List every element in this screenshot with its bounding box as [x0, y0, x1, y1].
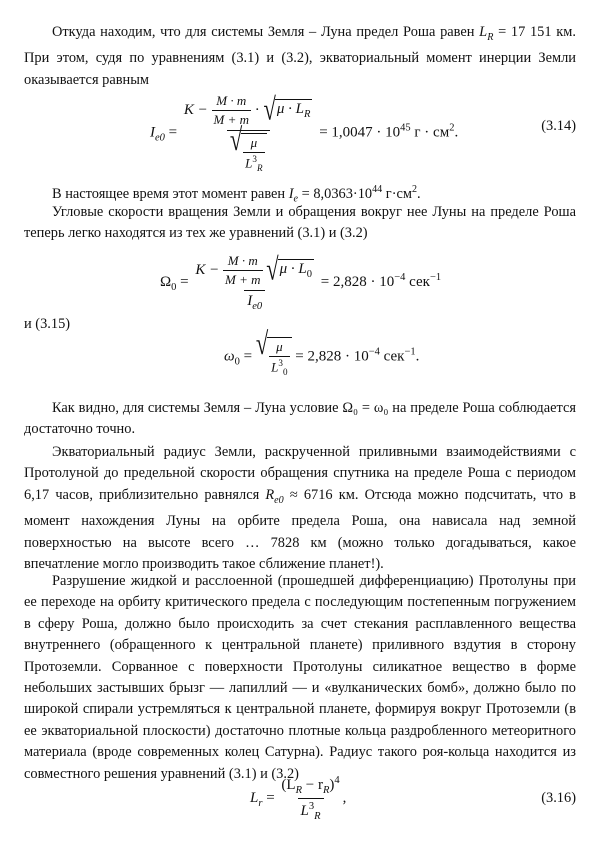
equation-3-16: $L_r$ = $\frac{(L_R - r_R)^4}{L^3_R}$ ,	[250, 775, 347, 822]
paragraph-6	[24, 442, 576, 575]
subscript: R	[295, 785, 302, 796]
subscript: 0	[234, 356, 240, 368]
fraction	[278, 775, 342, 822]
symbol: I	[150, 124, 155, 141]
term: M + m	[225, 272, 261, 287]
paragraph-1	[24, 22, 576, 91]
symbol-L: L	[479, 24, 488, 40]
punct: ,	[342, 789, 347, 806]
subscript: R	[256, 162, 263, 173]
term: M · m	[216, 93, 247, 108]
unit: г · см	[414, 124, 450, 141]
exponent: 2	[449, 122, 455, 134]
subscript: R	[487, 31, 494, 43]
subscript: e0	[274, 494, 284, 506]
text: В настоящее время этот момент равен	[52, 185, 286, 202]
term: μ	[276, 339, 283, 354]
text: Откуда находим, что для системы Земля – Луна предел Роша равен	[52, 24, 475, 40]
symbol: R	[265, 486, 275, 503]
term: μ	[250, 135, 258, 150]
term: L	[245, 155, 253, 171]
term: K −	[195, 261, 220, 278]
punct: .	[415, 348, 420, 365]
symbol: ω	[224, 348, 235, 365]
term: )	[329, 777, 335, 793]
exponent: 45	[400, 122, 411, 134]
symbol: Ω	[160, 273, 172, 290]
term: μ · L	[279, 261, 307, 278]
subscript: 0	[306, 269, 312, 281]
value: = 1,0047 · 10	[319, 124, 401, 141]
symbol: I	[288, 185, 294, 202]
text: ≈ 6716 км. Отсюда можно подсчитать, что в момент нахождения Луны на орбите предела Роша, она нависала над земной поверхностью на высоте всего … 7828 км (можно только догадываться, какое впечатление могло производить такое сближение планет!).	[24, 486, 576, 572]
exponent: 44	[372, 184, 383, 195]
term: I	[247, 293, 253, 309]
term: L	[271, 359, 279, 375]
equation-number-3-16: (3.16)	[541, 790, 576, 806]
term: μ · L	[276, 101, 305, 118]
superscript: 3	[278, 358, 283, 368]
subscript: r	[258, 797, 263, 809]
superscript: 3	[252, 154, 257, 164]
equation-omega-small: $\omega_0$ = √ $\frac{\mu}{L^3_0}$ = $2,828 \cdot 10^{-4}$ сек$^{-1}$.	[224, 326, 420, 377]
equation-3-14: $I_{e0}$ = K − $\frac{M \cdot m}{M + m}$ · √ $\mu \cdot L_R$ √ $\frac{\mu}{L^3_R}$ = $1,0047 \cdot 10^{45}$ $г \cdot см^2$.	[150, 91, 459, 173]
superscript: 3	[308, 801, 315, 812]
value: = 2,828 · 10	[320, 273, 395, 290]
paragraph-5: Как видно, для системы Земля – Луна условие Ω₀ = ω₀ на пределе Роша соблюдается достаточно точно.	[24, 400, 576, 438]
fraction: K − $\frac{M \cdot m}{M + m}$ √ $\mu \cdot L_0$ $I_{e0}$	[195, 251, 312, 312]
subscript: e0	[252, 301, 263, 312]
unit: сек	[409, 273, 430, 290]
subscript: 0	[171, 281, 177, 293]
value: = 8,0363·10	[301, 185, 373, 202]
fraction: K − $\frac{M \cdot m}{M + m}$ · √ $\mu \cdot L_R$ √ $\frac{\mu}{L^3_R}$	[183, 91, 311, 173]
term: − r	[305, 777, 323, 793]
term: (L	[281, 777, 296, 793]
paragraph-3: Угловые скорости вращения Земли и обращения вокруг нее Луны на пределе Роша теперь легко находятся из тех же уравнений (3.1) и (3.2)	[24, 204, 576, 242]
paragraph-4: и (3.15)	[24, 316, 71, 332]
paragraph-7: Разрушение жидкой и расслоенной (прошедшей дифференциацию) Протолуны при ее переходе на орбиту критического предела с последующим постепенным погружением в сферу Роша, должно было происходить за счет стекания расплавленного вещества внутреннего (обращенного к центральной планете) приливного вздутия в сторону Протоземли. Сорванное с поверхности Протолуны силикатное вещество в форме небольших застывших брызг — лапиллий — и «вулканических бомб», должно было по широкой спирали устремляться к центральной планете, формируя вокруг Протоземли (в ее экваториальной плоскости) достаточно плотные кольца раздробленного метеоритного материала (вроде современных колец Сатурна). Радиус такого роя-кольца находится из совместного решения уравнений (3.1) и (3.2)	[24, 573, 576, 782]
exponent: −1	[429, 271, 442, 283]
subscript: e	[293, 193, 299, 205]
value: = 2,828 · 10	[295, 348, 369, 365]
term: M + m	[213, 112, 250, 127]
equation-number-3-14: (3.14)	[541, 118, 576, 134]
exponent: −1	[404, 346, 416, 358]
exponent: −4	[394, 271, 406, 283]
text: = 17 151 км. При этом, судя по уравнениям (3.1) и (3.2), экваториальный момент инерции Земли оказывается равным	[24, 24, 576, 88]
subscript: 0	[282, 366, 288, 377]
subscript: R	[304, 109, 311, 121]
unit: г·см	[385, 185, 412, 202]
subscript: R	[314, 811, 321, 822]
text: Экваториальный радиус Земли, раскрученной приливными взаимодействиями с Протолуной до предельной скорости обращения спутника на пределе Роша с периодом 6,17 часов, приблизительно равнялся	[24, 444, 576, 503]
exponent: −4	[368, 346, 380, 358]
term: K −	[183, 101, 208, 118]
term: M · m	[227, 253, 258, 268]
unit: сек	[383, 348, 405, 365]
symbol: L	[250, 789, 259, 806]
subscript: R	[322, 785, 330, 796]
exponent: 4	[334, 775, 340, 786]
subscript: e0	[155, 132, 165, 144]
paragraph-2: В настоящее время этот момент равен $I_e = 8,0363\cdot 10^{44}$ $г\cdot см^2$.	[52, 184, 421, 205]
exponent: 2	[412, 184, 418, 195]
term: L	[300, 803, 309, 819]
equation-omega0: $\Omega_0$ = K − $\frac{M \cdot m}{M + m}$ √ $\mu \cdot L_0$ $I_{e0}$ = $2,828 \cdot 10^{-4}$ сек$^{-1}$	[160, 251, 442, 312]
